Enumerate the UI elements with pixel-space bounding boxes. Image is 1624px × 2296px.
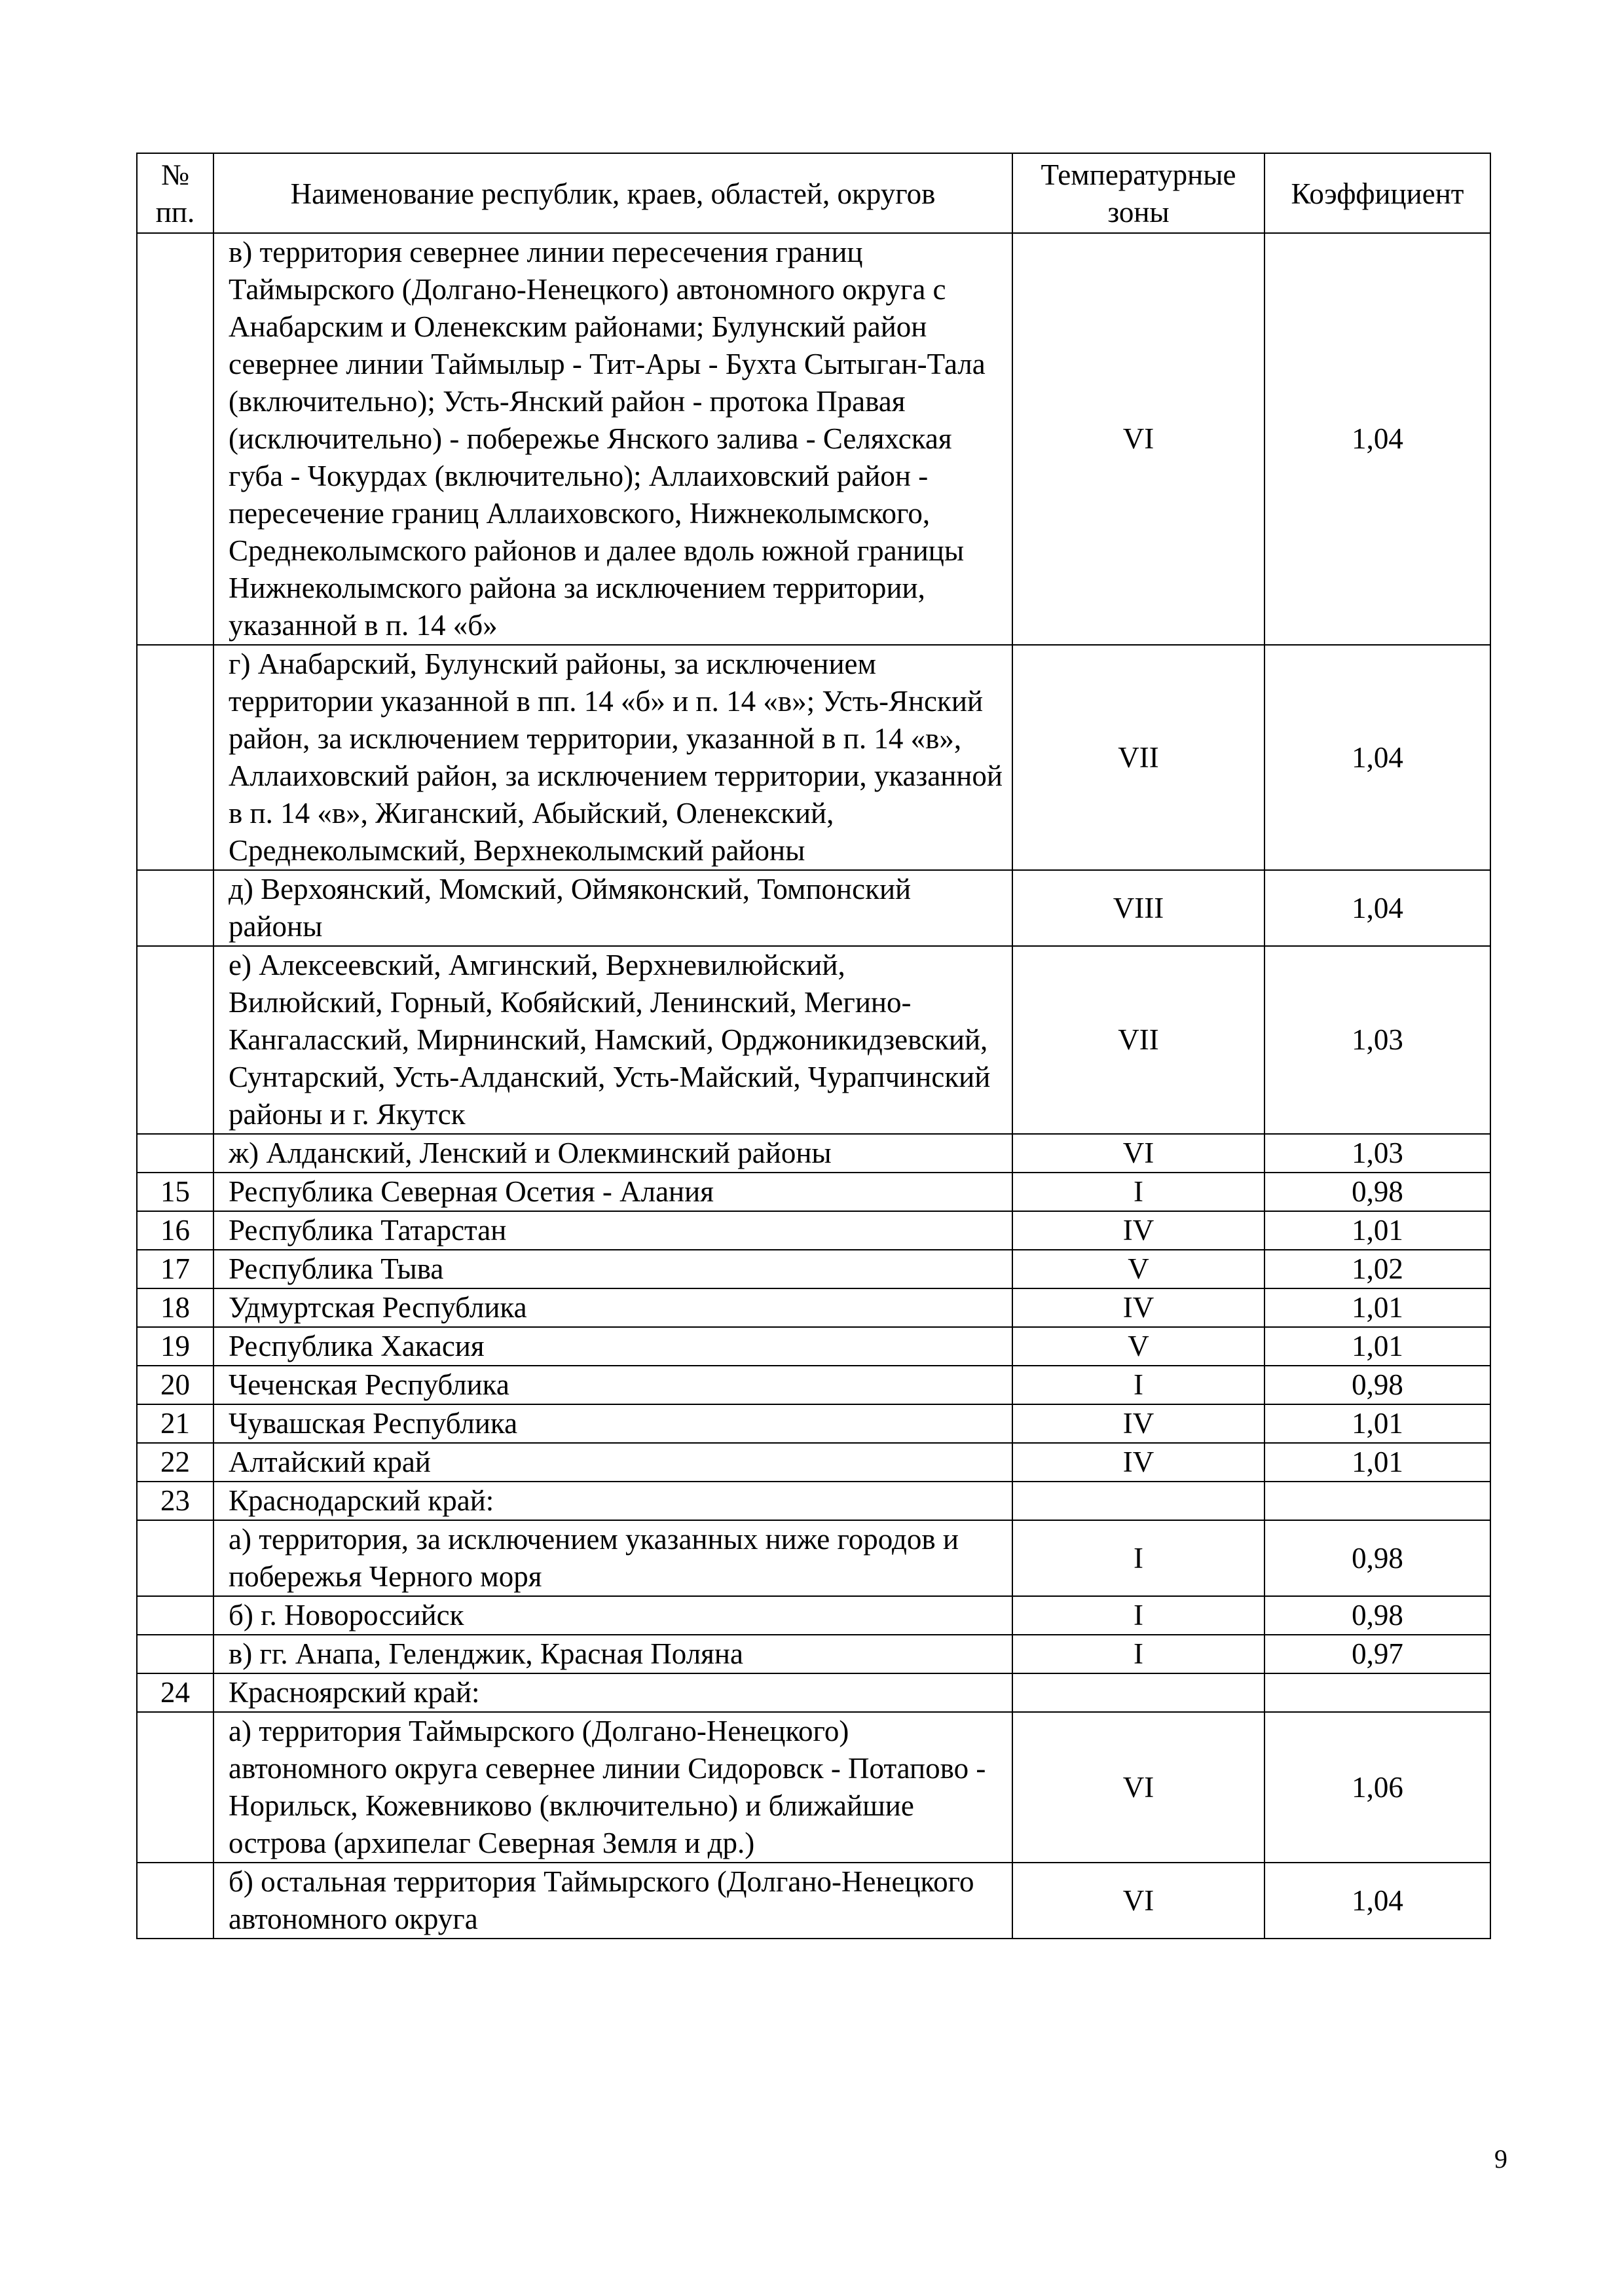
row-coef: 1,04 [1264,233,1490,645]
row-coef: 1,03 [1264,946,1490,1134]
row-num [137,1134,213,1173]
table-row [137,1443,1490,1482]
row-zone [1012,1482,1264,1520]
row-num [137,1712,213,1863]
row-num: 23 [137,1482,213,1520]
row-name: Удмуртская Республика [213,1288,1012,1327]
row-zone: IV [1012,1288,1264,1327]
row-coef: 1,04 [1264,870,1490,946]
row-num [137,1635,213,1673]
row-zone: I [1012,1596,1264,1635]
row-num [137,1863,213,1939]
row-num: 22 [137,1443,213,1482]
row-zone: I [1012,1520,1264,1596]
row-coef: 0,97 [1264,1635,1490,1673]
row-name: в) гг. Анапа, Геленджик, Красная Поляна [213,1635,1012,1673]
row-num [137,1520,213,1596]
row-coef: 0,98 [1264,1520,1490,1596]
header-coef: Коэффициент [1264,153,1490,233]
row-coef [1264,1482,1490,1520]
table-row [137,233,1490,645]
table-header-row [137,153,1490,233]
row-num: 20 [137,1366,213,1404]
table-row [137,1211,1490,1250]
table-row [137,1404,1490,1443]
table-row [137,1173,1490,1211]
row-zone: I [1012,1635,1264,1673]
row-coef: 1,01 [1264,1404,1490,1443]
row-name: Республика Хакасия [213,1327,1012,1366]
row-num: 17 [137,1250,213,1288]
row-coef: 1,04 [1264,645,1490,870]
row-name: д) Верхоянский, Момский, Оймяконский, Томпонский районы [213,870,1012,946]
header-num: № пп. [137,153,213,233]
table-row [137,1520,1490,1596]
row-zone: VII [1012,946,1264,1134]
row-name: Чувашская Республика [213,1404,1012,1443]
row-coef: 0,98 [1264,1173,1490,1211]
row-num: 18 [137,1288,213,1327]
row-coef: 0,98 [1264,1596,1490,1635]
row-coef: 1,01 [1264,1211,1490,1250]
header-name: Наименование республик, краев, областей, округов [213,153,1012,233]
table-row [137,1863,1490,1939]
row-name: ж) Алданский, Ленский и Олекминский районы [213,1134,1012,1173]
row-zone: I [1012,1173,1264,1211]
table-row [137,1134,1490,1173]
row-name: Республика Татарстан [213,1211,1012,1250]
row-num: 21 [137,1404,213,1443]
row-num [137,233,213,645]
row-name: г) Анабарский, Булунский районы, за исключением территории указанной в пп. 14 «б» и п. 14 «в»; Усть-Янский район, за исключением территории, указанной в п. 14 «в», Аллаиховский район, за исключением территории, указанной в п. 14 «в», Жиганский, Абыйский, Оленекский, Среднеколымский, Верхнеколымский районы [213,645,1012,870]
row-coef: 0,98 [1264,1366,1490,1404]
row-zone: IV [1012,1443,1264,1482]
row-name: а) территория, за исключением указанных ниже городов и побережья Черного моря [213,1520,1012,1596]
row-zone: VII [1012,645,1264,870]
table-row [137,1673,1490,1712]
row-coef: 1,02 [1264,1250,1490,1288]
row-name: Красноярский край: [213,1673,1012,1712]
row-coef: 1,06 [1264,1712,1490,1863]
row-zone: VI [1012,233,1264,645]
row-coef: 1,03 [1264,1134,1490,1173]
row-name: Республика Северная Осетия - Алания [213,1173,1012,1211]
row-num [137,645,213,870]
row-name: Краснодарский край: [213,1482,1012,1520]
row-name: б) остальная территория Таймырского (Долгано-Ненецкого автономного округа [213,1863,1012,1939]
header-zone: Температурные зоны [1012,153,1264,233]
row-zone: IV [1012,1211,1264,1250]
row-zone [1012,1673,1264,1712]
row-num [137,870,213,946]
row-num: 15 [137,1173,213,1211]
row-num: 16 [137,1211,213,1250]
table-row [137,1596,1490,1635]
row-zone: VI [1012,1863,1264,1939]
table-row [137,1635,1490,1673]
row-zone: VIII [1012,870,1264,946]
table-row [137,1482,1490,1520]
row-coef: 1,01 [1264,1288,1490,1327]
row-num [137,1596,213,1635]
row-zone: V [1012,1250,1264,1288]
row-name: Алтайский край [213,1443,1012,1482]
row-name: а) территория Таймырского (Долгано-Ненецкого) автономного округа севернее линии Сидоровск - Потапово - Норильск, Кожевниково (включительно) и ближайшие острова (архипелаг Северная Земля и др.) [213,1712,1012,1863]
table-row [137,645,1490,870]
regions-table [136,153,1491,1939]
table-row [137,946,1490,1134]
row-coef [1264,1673,1490,1712]
row-zone: IV [1012,1404,1264,1443]
row-zone: VI [1012,1712,1264,1863]
row-name: б) г. Новороссийск [213,1596,1012,1635]
row-coef: 1,01 [1264,1327,1490,1366]
table-row [137,1327,1490,1366]
row-coef: 1,04 [1264,1863,1490,1939]
row-num: 24 [137,1673,213,1712]
table-row [137,1712,1490,1863]
page-number: 9 [1494,2144,1507,2174]
row-coef: 1,01 [1264,1443,1490,1482]
row-zone: V [1012,1327,1264,1366]
row-num [137,946,213,1134]
row-name: Чеченская Республика [213,1366,1012,1404]
table-row [137,1250,1490,1288]
table-row [137,1288,1490,1327]
row-num: 19 [137,1327,213,1366]
table-row [137,870,1490,946]
row-name: е) Алексеевский, Амгинский, Верхневилюйский, Вилюйский, Горный, Кобяйский, Ленинский, Мегино-Кангаласский, Мирнинский, Намский, Орджоникидзевский, Сунтарский, Усть-Алданский, Усть-Майский, Чурапчинский районы и г. Якутск [213,946,1012,1134]
table-row [137,1366,1490,1404]
row-zone: VI [1012,1134,1264,1173]
row-name: Республика Тыва [213,1250,1012,1288]
row-name: в) территория севернее линии пересечения границ Таймырского (Долгано-Ненецкого) автономного округа с Анабарским и Оленекским районами; Булунский район севернее линии Таймылыр - Тит-Ары - Бухта Сытыган-Тала (включительно); Усть-Янский район - протока Правая (исключительно) - побережье Янского залива - Селяхская губа - Чокурдах (включительно); Аллаиховский район - пересечение границ Аллаиховского, Нижнеколымского, Среднеколымского районов и далее вдоль южной границы Нижнеколымского района за исключением территории, указанной в п. 14 «б» [213,233,1012,645]
row-zone: I [1012,1366,1264,1404]
